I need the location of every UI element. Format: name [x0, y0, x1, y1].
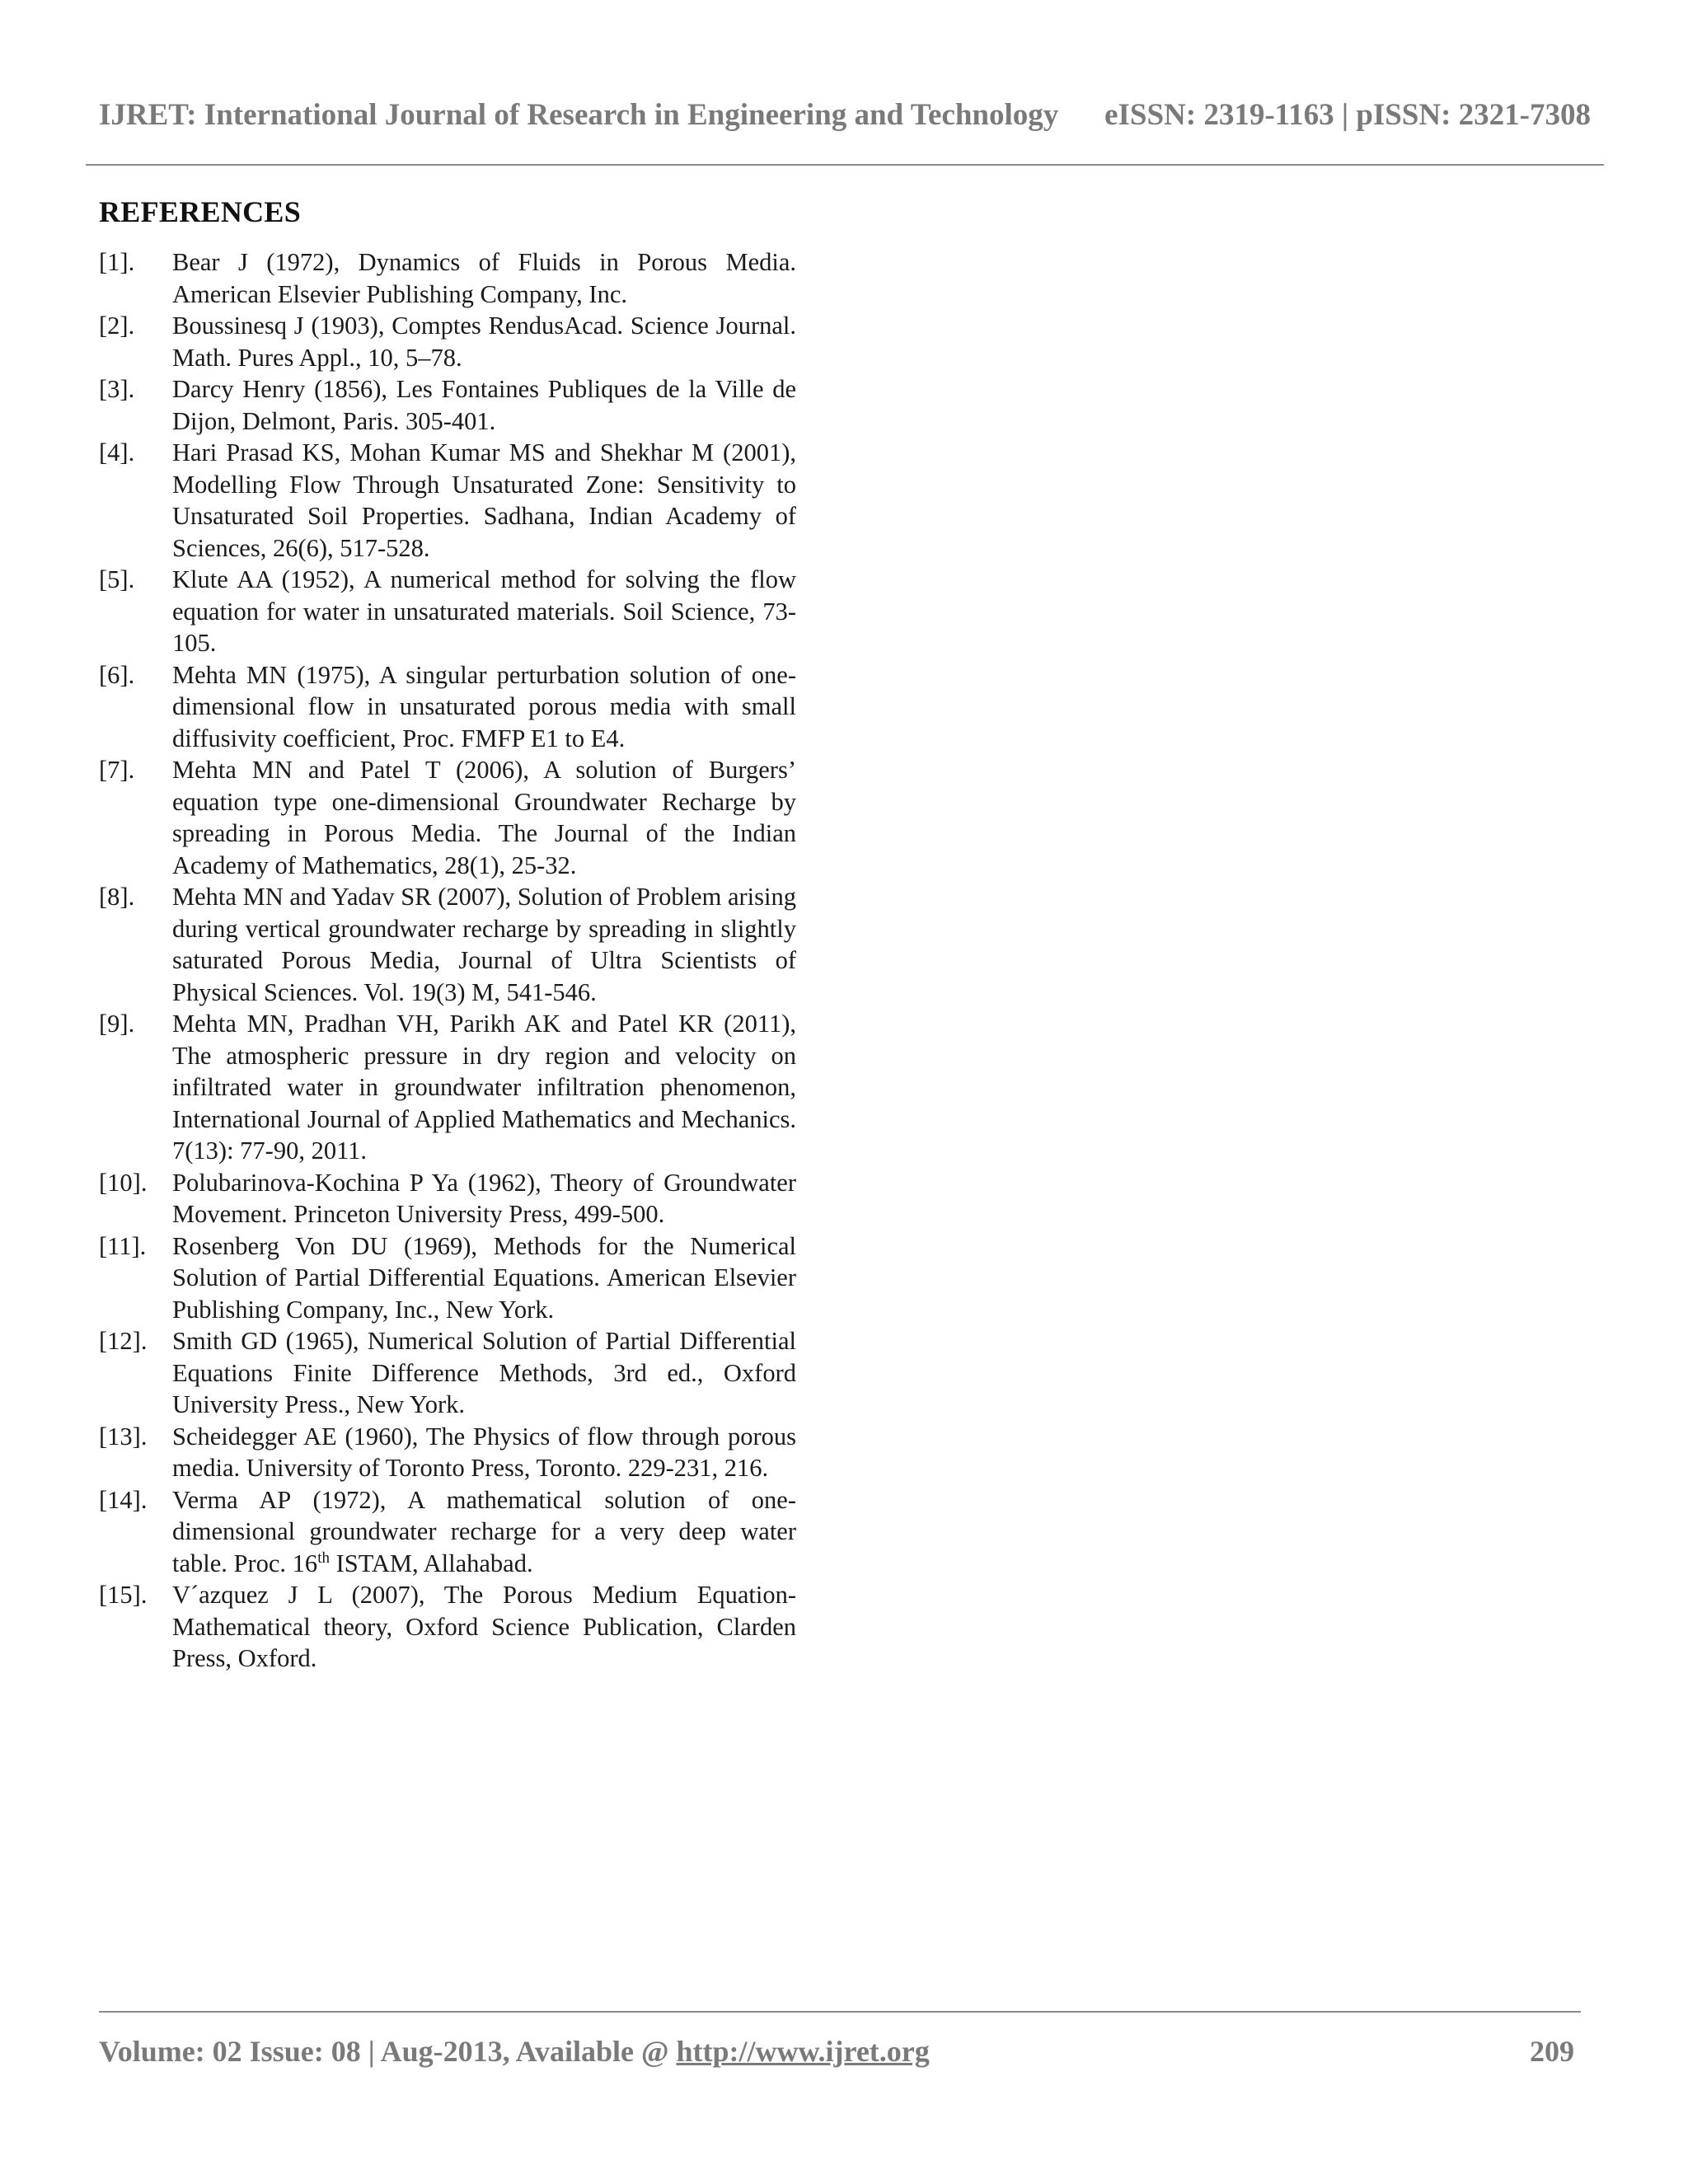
- reference-text: Rosenberg Von DU (1969), Methods for the Numerical Solution of Partial Differential Equations. American Elsevier Publishing Company, Inc., New York.: [172, 1231, 796, 1324]
- issn-info: eISSN: 2319-1163 | pISSN: 2321-7308: [1104, 98, 1591, 132]
- reference-text: Klute AA (1952), A numerical method for solving the flow equation for water in unsaturated materials. Soil Science, 73-105.: [172, 565, 796, 657]
- ordinal-superscript: th: [317, 1549, 330, 1567]
- footer-volume-info: [99, 2034, 930, 2069]
- reference-text: Mehta MN, Pradhan VH, Parikh AK and Patel KR (2011), The atmospheric pressure in dry region and velocity on infiltrated water in groundwater infiltration phenomenon, International Journal of Applied Mathematics and Mechanics. 7(13): 77-90, 2011.: [172, 1010, 796, 1165]
- reference-number: [1].: [99, 248, 135, 276]
- reference-number: [6].: [99, 660, 135, 689]
- reference-12: [99, 1325, 796, 1421]
- reference-11: [99, 1230, 796, 1326]
- references-heading: REFERENCES: [99, 195, 302, 228]
- reference-7: [99, 754, 796, 881]
- reference-3: [99, 373, 796, 437]
- reference-number: [7].: [99, 756, 135, 784]
- reference-13: [99, 1421, 796, 1484]
- reference-text: Scheidegger AE (1960), The Physics of flow through porous media. University of Toronto Press, Toronto. 229-231, 216.: [172, 1422, 796, 1482]
- page-header: [99, 97, 1591, 133]
- volume-text: Volume: 02 Issue: 08 | Aug-2013, Available @: [99, 2035, 677, 2068]
- reference-text: Bear J (1972), Dynamics of Fluids in Porous Media. American Elsevier Publishing Company, Inc.: [172, 248, 796, 308]
- journal-title: IJRET: International Journal of Research in Engineering and Technology: [99, 98, 1059, 132]
- reference-10: [99, 1167, 796, 1230]
- reference-14: [99, 1484, 796, 1580]
- reference-number: [11].: [99, 1231, 147, 1260]
- reference-number: [2].: [99, 312, 135, 340]
- reference-text: Mehta MN (1975), A singular perturbation solution of one-dimensional flow in unsaturated porous media with small diffusivity coefficient, Proc. FMFP E1 to E4.: [172, 660, 796, 752]
- reference-list: [99, 246, 796, 1675]
- reference-1: [99, 246, 796, 310]
- reference-6: [99, 659, 796, 755]
- reference-2: [99, 310, 796, 373]
- reference-text-part: ISTAM, Allahabad.: [329, 1549, 533, 1577]
- reference-text: Mehta MN and Yadav SR (2007), Solution of Problem arising during vertical groundwater recharge by spreading in slightly saturated Porous Media, Journal of Ultra Scientists of Physical Sciences. Vol. 19(3) M, 541-546.: [172, 883, 796, 1006]
- reference-number: [12].: [99, 1327, 148, 1355]
- page-footer: [99, 2034, 1574, 2069]
- page-number: 209: [1530, 2035, 1574, 2068]
- reference-8: [99, 881, 796, 1008]
- header-divider: [86, 164, 1604, 166]
- reference-text: Hari Prasad KS, Mohan Kumar MS and Shekhar M (2001), Modelling Flow Through Unsaturated Zone: Sensitivity to Unsaturated Soil Properties. Sadhana, Indian Academy of Sciences, 26(6), 517-528.: [172, 438, 796, 562]
- reference-text: [172, 1484, 796, 1580]
- reference-text: Polubarinova-Kochina P Ya (1962), Theory of Groundwater Movement. Princeton University Press, 499-500.: [172, 1168, 796, 1228]
- reference-number: [8].: [99, 883, 135, 911]
- reference-number: [4].: [99, 438, 135, 466]
- reference-number: [5].: [99, 565, 135, 593]
- reference-number: [9].: [99, 1010, 135, 1038]
- reference-text-part: Verma AP (1972), A mathematical solution of one-dimensional groundwater recharge for a very deep water table. Proc. 16: [172, 1485, 796, 1577]
- reference-4: [99, 437, 796, 564]
- reference-number: [13].: [99, 1422, 148, 1451]
- reference-text: Darcy Henry (1856), Les Fontaines Publiques de la Ville de Dijon, Delmont, Paris. 305-401.: [172, 375, 796, 435]
- footer-divider: [99, 2011, 1581, 2013]
- reference-5: [99, 564, 796, 659]
- reference-number: [14].: [99, 1485, 148, 1514]
- reference-number: [15].: [99, 1581, 148, 1609]
- reference-number: [10].: [99, 1168, 148, 1197]
- reference-text: V´azquez J L (2007), The Porous Medium Equation-Mathematical theory, Oxford Science Publication, Clarden Press, Oxford.: [172, 1581, 796, 1672]
- reference-text: Mehta MN and Patel T (2006), A solution of Burgers’ equation type one-dimensional Groundwater Recharge by spreading in Porous Media. The Journal of the Indian Academy of Mathematics, 28(1), 25-32.: [172, 756, 796, 879]
- reference-9: [99, 1008, 796, 1167]
- reference-text: Boussinesq J (1903), Comptes RendusAcad. Science Journal. Math. Pures Appl., 10, 5–78.: [172, 312, 796, 372]
- reference-number: [3].: [99, 375, 135, 403]
- reference-text: Smith GD (1965), Numerical Solution of Partial Differential Equations Finite Difference Methods, 3rd ed., Oxford University Press., New York.: [172, 1327, 796, 1418]
- reference-15: [99, 1579, 796, 1675]
- journal-website-link[interactable]: http://www.ijret.org: [676, 2035, 930, 2068]
